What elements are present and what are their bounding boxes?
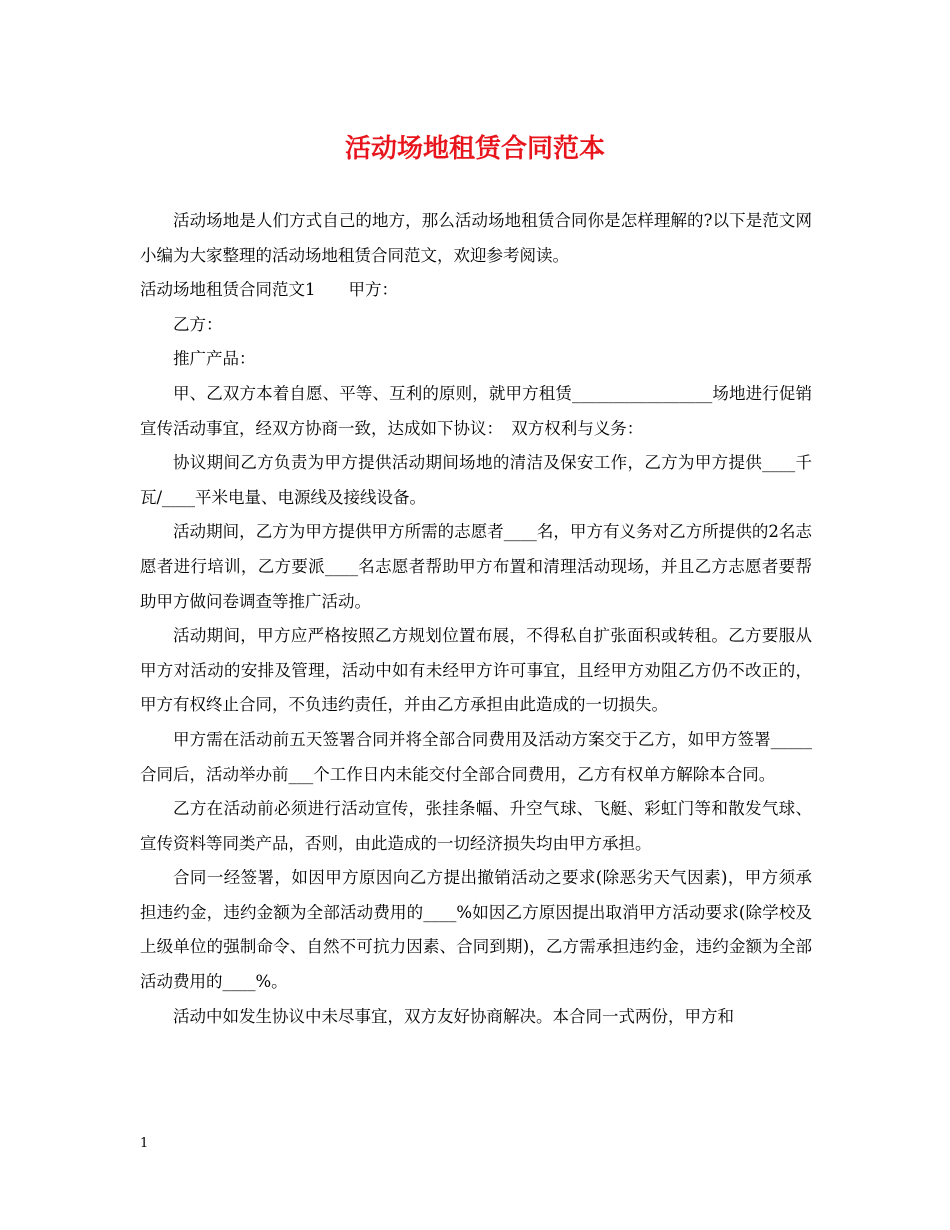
- paragraph-promotion: 乙方在活动前必须进行活动宣传，张挂条幅、升空气球、飞艇、彩虹门等和散发气球、宣传资料等同类产品，否则，由此造成的一切经济损失均由甲方承担。: [140, 799, 812, 853]
- page-number: 1: [140, 1136, 149, 1151]
- paragraph-layout: 活动期间，甲方应严格按照乙方规划位置布展，不得私自扩张面积或转租。乙方要服从甲方对活动的安排及管理，活动中如有未经甲方许可事宜，且经甲方劝阻乙方仍不改正的，甲方有权终止合同，不负违约责任，并由乙方承担由此造成的一切损失。: [140, 626, 812, 715]
- document-title: 活动场地租赁合同范本: [344, 134, 605, 164]
- paragraph-principle: 甲、乙双方本着自愿、平等、互利的原则，就甲方租赁_________________场地进行促销宣传活动事宜，经双方协商一致，达成如下协议： 双方权利与义务：: [140, 383, 812, 438]
- paragraph-cleaning: 协议期间乙方负责为甲方提供活动期间场地的清洁及保安工作，乙方为甲方提供____千瓦/____平米电量、电源线及接线设备。: [140, 453, 812, 507]
- paragraph-signing: 甲方需在活动前五天签署合同并将全部合同费用及活动方案交于乙方，如甲方签署_____合同后，活动举办前___个工作日内未能交付全部合同费用，乙方有权单方解除本合同。: [140, 729, 812, 784]
- paragraph-volunteers: 活动期间，乙方为甲方提供甲方所需的志愿者____名，甲方有义务对乙方所提供的2名志愿者进行培训，乙方要派____名志愿者帮助甲方布置和清理活动现场，并且乙方志愿者要帮助甲方做问卷调查等推广活动。: [140, 522, 812, 611]
- paragraph-other-matters: 活动中如发生协议中未尽事宜，双方友好协商解决。本合同一式两份，甲方和: [173, 1006, 734, 1026]
- paragraph-party-b: 乙方：: [173, 314, 223, 334]
- paragraph-intro: 活动场地是人们方式自己的地方，那么活动场地租赁合同你是怎样理解的?以下是范文网小编为大家整理的活动场地租赁合同范文，欢迎参考阅读。: [140, 211, 812, 265]
- document-body: [140, 204, 812, 1034]
- paragraph-product: 推广产品：: [173, 349, 256, 369]
- paragraph-sample-heading: 活动场地租赁合同范文1 甲方：: [140, 280, 398, 300]
- paragraph-breach: 合同一经签署，如因甲方原因向乙方提出撤销活动之要求(除恶劣天气因素)，甲方须承担违约金，违约金额为全部活动费用的____%如因乙方原因提出取消甲方活动要求(除学校及上级单位的强制命令、自然不可抗力因素、合同到期)，乙方需承担违约金，违约金额为全部活动费用的____%。: [140, 868, 812, 992]
